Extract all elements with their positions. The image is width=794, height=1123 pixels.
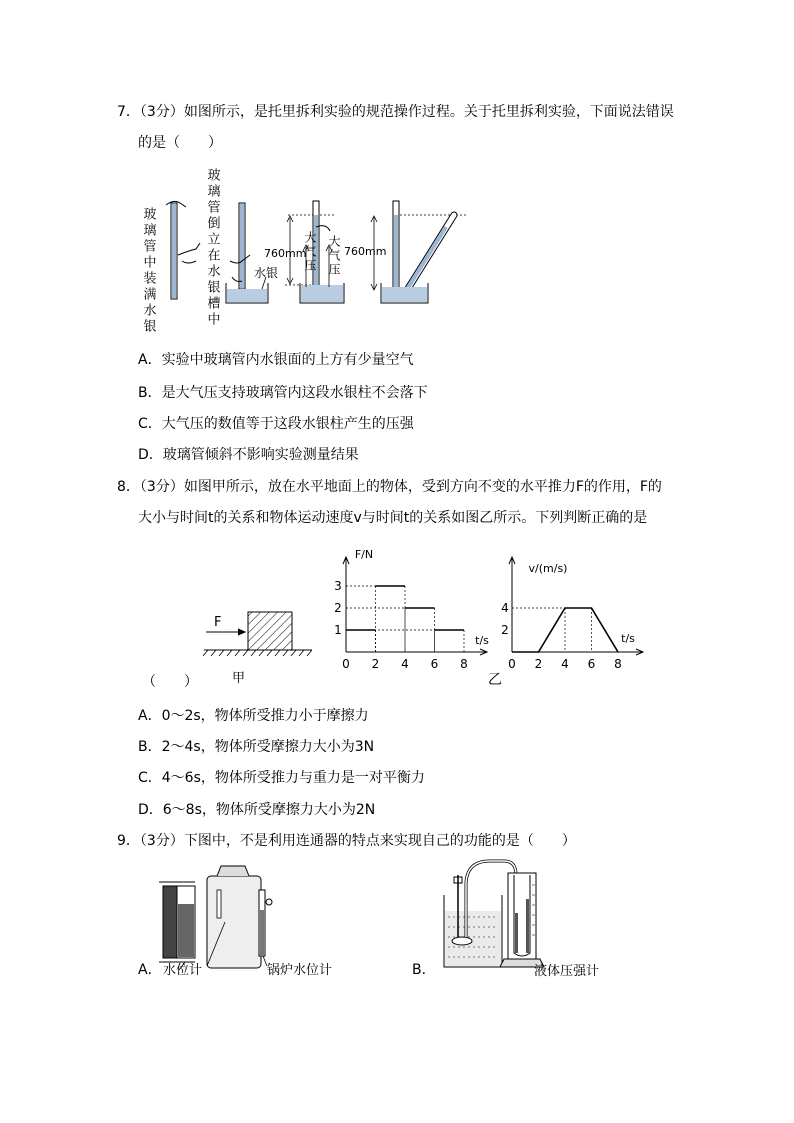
y-axis-label: F/N xyxy=(354,548,374,561)
label-pressure-gauge: 液体压强计 xyxy=(534,964,600,979)
x-tick-label: 4 xyxy=(401,657,409,671)
x-tick-label: 0 xyxy=(508,657,516,671)
q8-option-d[interactable]: D．6～8s，物体所受摩擦力大小为2N xyxy=(138,802,376,818)
q7-stem-line2: 的是（ ） xyxy=(138,135,222,151)
x-tick-label: 4 xyxy=(561,657,569,671)
label-760mm-b: 760mm xyxy=(344,245,387,258)
label-atm-1: 大气压 xyxy=(303,231,317,273)
q7-stem-line1: 7．（3分）如图所示，是托里拆利实验的规范操作过程。关于托里拆利实验，下面说法错误 xyxy=(117,104,674,120)
y-tick-label: 2 xyxy=(501,623,509,637)
q8-stem-line1: 8．（3分）如图甲所示，放在水平地面上的物体，受到方向不变的水平推力F的作用，F的 xyxy=(117,479,662,495)
block xyxy=(248,612,292,650)
chart-force-time xyxy=(326,548,506,673)
label-invert-tube: 玻璃管倒立在水银槽中 xyxy=(204,168,220,328)
y-axis-label: v/(m/s) xyxy=(528,562,568,575)
x-tick-label: 2 xyxy=(371,657,380,671)
q7-option-c[interactable]: C．大气压的数值等于这段水银柱产生的压强 xyxy=(138,416,414,432)
label-atm-2: 大气压 xyxy=(327,235,341,277)
label-boiler-gauge: 锅炉水位计 xyxy=(267,963,333,978)
q8-answer-paren: （ ） xyxy=(142,674,198,690)
q9-option-a-letter[interactable]: A． xyxy=(138,962,162,978)
label-water-gauge: 水位计 xyxy=(163,963,203,978)
x-tick-label: 2 xyxy=(534,657,543,671)
q8-option-b[interactable]: B．2～4s，物体所受摩擦力大小为3N xyxy=(138,739,375,755)
q9-pressure-gauge-figure xyxy=(440,855,620,980)
caption-yi: 乙 xyxy=(488,672,502,688)
label-760mm-a: 760mm xyxy=(264,247,307,260)
x-tick-label: 0 xyxy=(342,657,350,671)
x-tick-label: 8 xyxy=(614,657,622,671)
q8-option-c[interactable]: C．4～6s，物体所受推力与重力是一对平衡力 xyxy=(138,770,425,786)
q7-option-b[interactable]: B．是大气压支持玻璃管内这段水银柱不会落下 xyxy=(138,385,428,401)
q8-stem-line2: 大小与时间t的关系和物体运动速度v与时间t的关系如图乙所示。下列判断正确的是 xyxy=(138,510,648,526)
q7-option-a[interactable]: A．实验中玻璃管内水银面的上方有少量空气 xyxy=(138,352,414,368)
label-fill-tube: 玻璃管中装满水银 xyxy=(140,207,156,335)
q9-stem: 9．（3分）下图中，不是利用连通器的特点来实现自己的功能的是（ ） xyxy=(117,833,576,849)
x-tick-label: 6 xyxy=(430,657,439,671)
apparatus-2 xyxy=(226,203,268,303)
label-mercury: 水银 xyxy=(254,266,279,280)
q9-option-b-letter[interactable]: B． xyxy=(412,962,436,978)
q9-boiler-figure xyxy=(155,862,345,982)
x-tick-label: 6 xyxy=(587,657,596,671)
caption-jia: 甲 xyxy=(232,671,246,686)
force-label: F xyxy=(214,615,222,630)
tube-1 xyxy=(171,203,177,299)
x-axis-label: t/s xyxy=(475,634,489,647)
y-tick-label: 1 xyxy=(334,623,342,637)
y-tick-label: 2 xyxy=(334,601,342,615)
x-axis-label: t/s xyxy=(621,632,635,645)
x-tick-label: 8 xyxy=(460,657,468,671)
y-tick-label: 4 xyxy=(501,601,509,615)
y-tick-label: 3 xyxy=(334,579,342,593)
q8-option-a[interactable]: A．0～2s，物体所受推力小于摩擦力 xyxy=(138,708,369,724)
q7-torricelli-figure xyxy=(138,165,478,345)
chart-velocity-time xyxy=(500,548,650,673)
q8-figure-jia xyxy=(196,600,316,685)
q7-option-d[interactable]: D．玻璃管倾斜不影响实验测量结果 xyxy=(138,447,359,463)
